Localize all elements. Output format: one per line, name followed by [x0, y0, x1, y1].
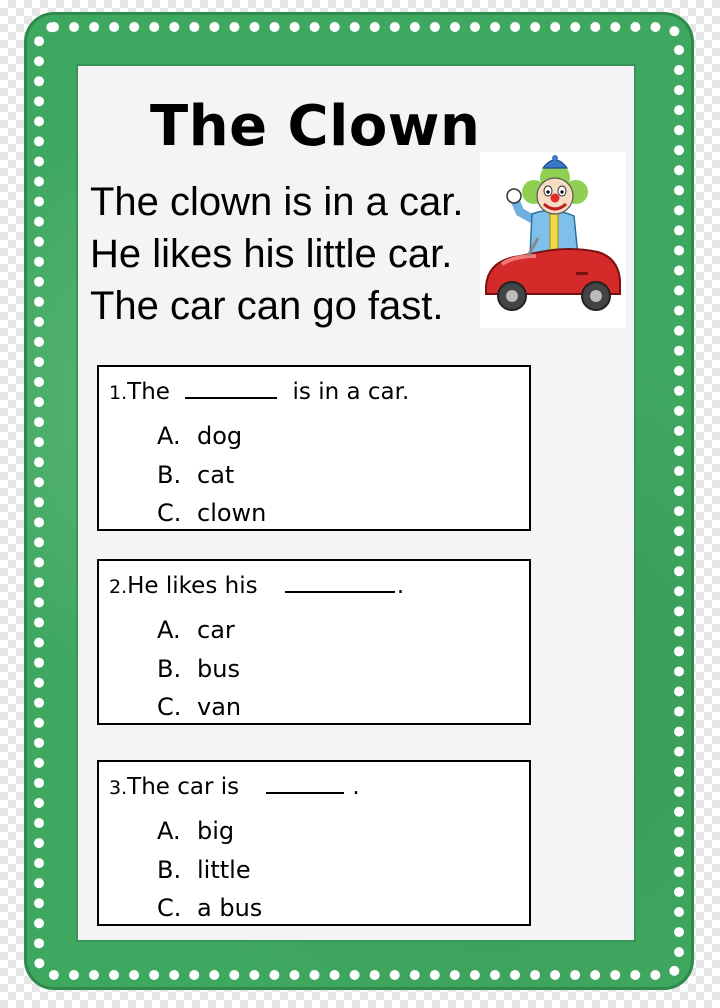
answer-option[interactable]: C. van: [157, 693, 242, 721]
clown-in-car-illustration: [480, 152, 626, 328]
question-prompt: [109, 772, 360, 800]
answer-blank[interactable]: [266, 772, 344, 794]
answer-option[interactable]: B. little: [157, 855, 251, 884]
question-text-after: .: [396, 573, 405, 599]
question-number: 1.: [109, 382, 128, 404]
question-prompt: [109, 377, 409, 405]
question-text-before: The car is: [127, 774, 240, 800]
answer-blank[interactable]: [285, 571, 395, 593]
question-box-2: [97, 559, 531, 725]
story-text: [90, 176, 464, 332]
answer-options: [157, 417, 266, 533]
answer-option[interactable]: C. clown: [157, 499, 267, 527]
question-box-1: [97, 365, 531, 531]
answer-option[interactable]: C. a bus: [157, 894, 263, 922]
worksheet-page: [76, 64, 636, 942]
question-text-after: is in a car.: [292, 379, 410, 405]
answer-blank[interactable]: [185, 377, 277, 399]
question-text-before: He likes his: [127, 573, 258, 599]
story-line: He likes his little car.: [90, 232, 453, 276]
story-line: The clown is in a car.: [90, 180, 464, 224]
answer-option[interactable]: A. big: [157, 817, 235, 845]
question-box-3: [97, 760, 531, 926]
answer-option[interactable]: B. cat: [157, 460, 235, 489]
story-line: The car can go fast.: [90, 284, 444, 328]
question-prompt: [109, 571, 404, 599]
question-number: 3.: [109, 777, 128, 799]
answer-option[interactable]: B. bus: [157, 654, 240, 683]
question-text-before: The: [127, 379, 170, 405]
page-title: The Clown: [150, 94, 481, 159]
answer-option[interactable]: A. car: [157, 616, 235, 644]
answer-option[interactable]: A. dog: [157, 422, 243, 450]
question-text-after: .: [352, 774, 360, 800]
answer-options: [157, 812, 262, 928]
worksheet-frame: [24, 12, 694, 990]
question-number: 2.: [109, 576, 128, 598]
answer-options: [157, 611, 241, 727]
